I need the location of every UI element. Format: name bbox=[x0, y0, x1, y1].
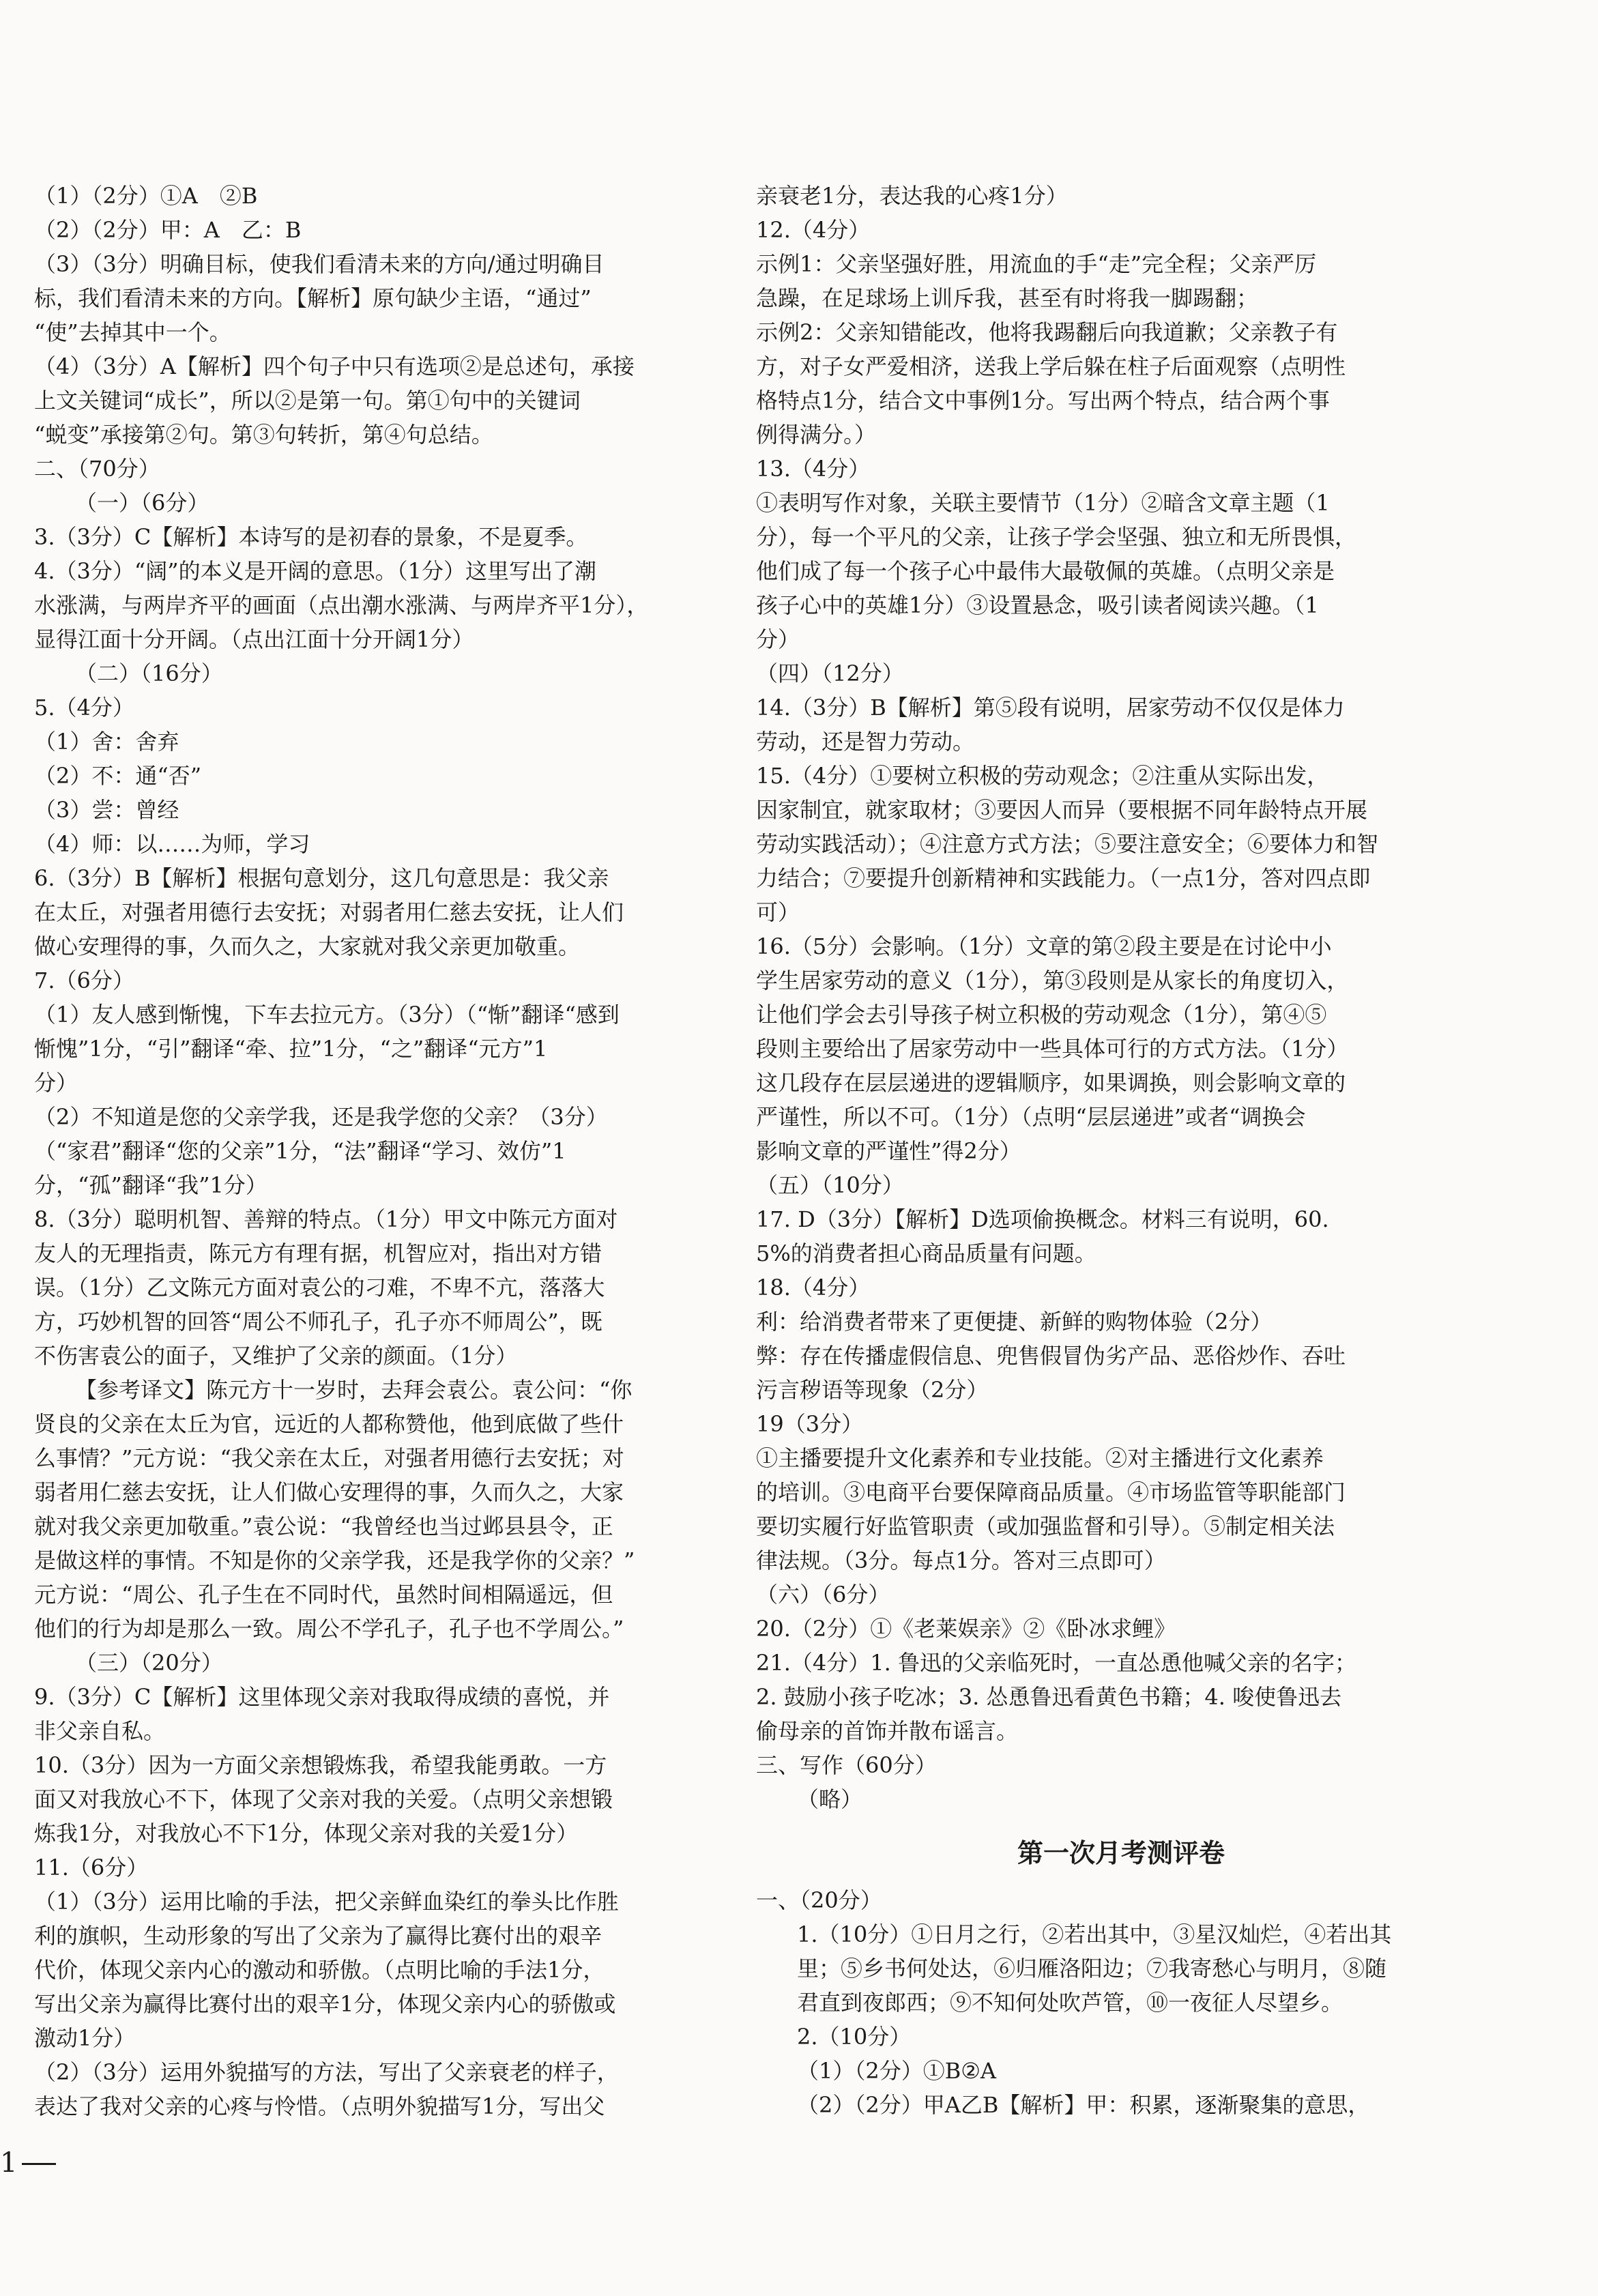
text-line: 这几段存在层层递进的逻辑顺序，如果调换，则会影响文章的 bbox=[756, 1070, 1346, 1096]
text-line: 【参考译文】陈元方十一岁时，去拜会袁公。袁公问：“你 bbox=[75, 1377, 633, 1403]
text-line: 面又对我放心不下，体现了父亲对我的关爱。（点明父亲想锻 bbox=[34, 1786, 613, 1812]
text-line: 污言秽语等现象（2分） bbox=[756, 1377, 989, 1403]
text-line: 2.（10分） bbox=[797, 2024, 912, 2050]
text-line: （2）不知道是您的父亲学我，还是我学您的父亲？（3分） bbox=[34, 1104, 608, 1130]
text-line: 贤良的父亲在太丘为官，远近的人都称赞他，他到底做了些什 bbox=[34, 1411, 624, 1437]
text-line: 孩子心中的英雄1分）③设置悬念，吸引读者阅读兴趣。（1 bbox=[756, 592, 1319, 618]
text-line: 可） bbox=[756, 899, 800, 925]
text-line: 友人的无理指责，陈元方有理有据，机智应对，指出对方错 bbox=[34, 1240, 602, 1266]
text-line: （略） bbox=[797, 1786, 863, 1812]
text-line: 一、（20分） bbox=[756, 1887, 882, 1913]
text-line: 8.（3分）聪明机智、善辩的特点。（1分）甲文中陈元方面对 bbox=[34, 1206, 618, 1232]
text-line: 段则主要给出了居家劳动中一些具体可行的方式方法。（1分） bbox=[756, 1036, 1349, 1062]
text-line: （3）尝：曾经 bbox=[34, 797, 179, 823]
text-line: 偷母亲的首饰并散布谣言。 bbox=[756, 1718, 1019, 1744]
text-line: 写出父亲为赢得比赛付出的艰辛1分，体现父亲内心的骄傲或 bbox=[34, 1991, 616, 2017]
text-line: 9.（3分）C【解析】这里体现父亲对我取得成绩的喜悦，并 bbox=[34, 1684, 610, 1710]
text-line: 他们成了每一个孩子心中最伟大最敬佩的英雄。（点明父亲是 bbox=[756, 558, 1335, 584]
text-line: 5%的消费者担心商品质量有问题。 bbox=[756, 1240, 1096, 1266]
text-line: 分），每一个平凡的父亲，让孩子学会坚强、独立和无所畏惧， bbox=[756, 524, 1357, 550]
text-line: 律法规。（3分。每点1分。答对三点即可） bbox=[756, 1547, 1166, 1573]
text-line: （2）（2分）甲：A 乙：B bbox=[34, 217, 302, 243]
text-line: （3）（3分）明确目标，使我们看清未来的方向/通过明确目 bbox=[34, 251, 605, 277]
text-line: 惭愧”1分，“引”翻译“牵、拉”1分，“之”翻译“元方”1 bbox=[34, 1036, 548, 1062]
text-line: 16.（5分）会影响。（1分）文章的第②段主要是在讨论中小 bbox=[756, 933, 1332, 959]
text-line: 劳动实践活动）；④注意方式方法；⑤要注意安全；⑥要体力和智 bbox=[756, 831, 1379, 857]
text-line: （1）舍：舍弃 bbox=[34, 729, 179, 755]
text-line: 利：给消费者带来了更便捷、新鲜的购物体验（2分） bbox=[756, 1309, 1273, 1335]
text-line: 不伤害袁公的面子，又维护了父亲的颜面。（1分） bbox=[34, 1343, 518, 1369]
text-line: 弊：存在传播虚假信息、兜售假冒伪劣产品、恶俗炒作、吞吐 bbox=[756, 1343, 1346, 1369]
text-line: 他们的行为却是那么一致。周公不学孔子，孔子也不学周公。” bbox=[34, 1616, 624, 1642]
text-line: 影响文章的严谨性”得2分） bbox=[756, 1138, 1021, 1164]
text-line: 分） bbox=[756, 626, 800, 652]
text-line: 示例2：父亲知错能改，他将我踢翻后向我道歉；父亲教子有 bbox=[756, 319, 1338, 345]
text-line: 2. 鼓励小孩子吃冰；3. 怂恿鲁迅看黄色书籍；4. 唆使鲁迅去 bbox=[756, 1684, 1342, 1710]
text-line: 分，“孤”翻译“我”1分） bbox=[34, 1172, 267, 1198]
text-line: （六）（6分） bbox=[756, 1582, 890, 1608]
text-line: 4.（3分）“阔”的本义是开阔的意思。（1分）这里写出了潮 bbox=[34, 558, 596, 584]
text-line: 学生居家劳动的意义（1分），第③段则是从家长的角度切入， bbox=[756, 968, 1349, 993]
text-line: 三、写作（60分） bbox=[756, 1752, 937, 1778]
page-number: 1 bbox=[0, 2147, 18, 2179]
text-line: 激动1分） bbox=[34, 2025, 136, 2051]
text-line: 水涨满，与两岸齐平的画面（点出潮水涨满、与两岸齐平1分）， bbox=[34, 592, 649, 618]
text-line: 19（3分） bbox=[756, 1411, 864, 1437]
text-line: 要切实履行好监管职责（或加强监督和引导）。⑤制定相关法 bbox=[756, 1513, 1335, 1539]
text-line: 利的旗帜，生动形象的写出了父亲为了赢得比赛付出的艰辛 bbox=[34, 1923, 602, 1949]
text-line: （1）友人感到惭愧，下车去拉元方。（3分）（“惭”翻译“感到 bbox=[34, 1002, 620, 1028]
left-column bbox=[34, 179, 768, 2123]
text-line: 非父亲自私。 bbox=[34, 1718, 166, 1744]
text-line: 么事情？”元方说：“我父亲在太丘，对强者用德行去安抚；对 bbox=[34, 1445, 624, 1471]
section-title: 第一次月考测评卷 bbox=[1017, 1837, 1225, 1868]
text-line: 方，巧妙机智的回答“周公不师孔子，孔子亦不师周公”，既 bbox=[34, 1309, 602, 1335]
text-line: （1）（3分）运用比喻的手法，把父亲鲜血染红的拳头比作胜 bbox=[34, 1889, 619, 1915]
text-line: 5.（4分） bbox=[34, 695, 134, 721]
text-line: 18.（4分） bbox=[756, 1275, 871, 1300]
text-line: 14.（3分）B【解析】第⑤段有说明，居家劳动不仅仅是体力 bbox=[756, 695, 1345, 721]
text-line: 因家制宜，就家取材；③要因人而异（要根据不同年龄特点开展 bbox=[756, 797, 1368, 823]
text-line: 显得江面十分开阔。（点出江面十分开阔1分） bbox=[34, 626, 474, 652]
text-line: （2）（3分）运用外貌描写的方法，写出了父亲衰老的样子， bbox=[34, 2059, 619, 2085]
text-line: （1）（2分）①A ②B bbox=[34, 183, 258, 209]
text-line: 15.（4分）①要树立积极的劳动观念；②注重从实际出发， bbox=[756, 763, 1329, 789]
text-line: 标，我们看清未来的方向。【解析】原句缺少主语，“通过” bbox=[34, 285, 592, 311]
text-line: 严谨性，所以不可。（1分）（点明“层层递进”或者“调换会 bbox=[756, 1104, 1306, 1130]
text-line: 在太丘，对强者用德行去安抚；对弱者用仁慈去安抚，让人们 bbox=[34, 899, 624, 925]
text-line: 的培训。③电商平台要保障商品质量。④市场监管等职能部门 bbox=[756, 1479, 1346, 1505]
right-column bbox=[756, 179, 1486, 2122]
text-line: （四）（12分） bbox=[756, 660, 904, 686]
text-line: 10.（3分）因为一方面父亲想锻炼我，希望我能勇敢。一方 bbox=[34, 1752, 607, 1778]
text-line: 13.（4分） bbox=[756, 456, 871, 482]
text-line: 弱者用仁慈去安抚，让人们做心安理得的事，久而久之，大家 bbox=[34, 1479, 624, 1505]
text-line: 元方说：“周公、孔子生在不同时代，虽然时间相隔遥远，但 bbox=[34, 1582, 613, 1608]
text-line: （1）（2分）①B②A bbox=[797, 2058, 997, 2084]
text-line: 例得满分。） bbox=[756, 422, 877, 448]
text-line: 上文关键词“成长”，所以②是第一句。第①句中的关键词 bbox=[34, 388, 581, 413]
text-line: 20.（2分）①《老莱娱亲》②《卧冰求鲤》 bbox=[756, 1616, 1176, 1642]
text-line: 让他们学会去引导孩子树立积极的劳动观念（1分），第④⑤ bbox=[756, 1002, 1327, 1028]
text-line: 二、（70分） bbox=[34, 456, 160, 482]
text-line: 君直到夜郎西；⑨不知何处吹芦管，⑩一夜征人尽望乡。 bbox=[797, 1990, 1343, 2016]
text-line: （2）不：通“否” bbox=[34, 763, 202, 789]
text-line: 示例1：父亲坚强好胜，用流血的手“走”完全程；父亲严厉 bbox=[756, 251, 1317, 277]
text-line: 分） bbox=[34, 1070, 78, 1096]
text-line: 1.（10分）①日月之行，②若出其中，③星汉灿烂，④若出其 bbox=[797, 1921, 1392, 1947]
text-line: 11.（6分） bbox=[34, 1855, 149, 1880]
text-line: 表达了我对父亲的心疼与怜惜。（点明外貌描写1分，写出父 bbox=[34, 2093, 605, 2119]
text-line: （2）（2分）甲A乙B【解析】甲：积累，逐渐聚集的意思， bbox=[797, 2092, 1370, 2118]
text-line: （三）（20分） bbox=[75, 1650, 223, 1676]
text-line: 7.（6分） bbox=[34, 968, 134, 993]
text-line: （五）（10分） bbox=[756, 1172, 904, 1198]
text-line: （“家君”翻译“您的父亲”1分，“法”翻译“学习、效仿”1 bbox=[34, 1138, 566, 1164]
text-line: 格特点1分，结合文中事例1分。写出两个特点，结合两个事 bbox=[756, 388, 1330, 413]
text-line: 里；⑤乡书何处达，⑥归雁洛阳边；⑦我寄愁心与明月，⑧随 bbox=[797, 1956, 1387, 1981]
text-line: （一）（6分） bbox=[75, 490, 209, 516]
text-line: “使”去掉其中一个。 bbox=[34, 319, 231, 345]
text-line: （4）师：以……为师，学习 bbox=[34, 831, 310, 857]
text-line: 6.（3分）B【解析】根据句意划分，这几句意思是：我父亲 bbox=[34, 865, 609, 891]
text-line: ①表明写作对象，关联主要情节（1分）②暗含文章主题（1 bbox=[756, 490, 1330, 516]
text-line: （二）（16分） bbox=[75, 660, 223, 686]
text-line: 是做这样的事情。不知是你的父亲学我，还是我学你的父亲？” bbox=[34, 1547, 635, 1573]
page-number-rule bbox=[22, 2163, 56, 2165]
text-line: 误。（1分）乙文陈元方面对袁公的刁难，不卑不亢，落落大 bbox=[34, 1275, 605, 1300]
text-line: 亲衰老1分，表达我的心疼1分） bbox=[756, 183, 1068, 209]
text-line: 代价，体现父亲内心的激动和骄傲。（点明比喻的手法1分， bbox=[34, 1957, 605, 1983]
text-line: 炼我1分，对我放心不下1分，体现父亲对我的关爱1分） bbox=[34, 1820, 579, 1846]
text-line: 做心安理得的事，久而久之，大家就对我父亲更加敬重。 bbox=[34, 933, 581, 959]
text-line: 劳动，还是智力劳动。 bbox=[756, 729, 975, 755]
text-line: 17. D（3分）【解析】D选项偷换概念。材料三有说明，60. bbox=[756, 1206, 1329, 1232]
text-line: ①主播要提升文化素养和专业技能。②对主播进行文化素养 bbox=[756, 1445, 1324, 1471]
text-line: 就对我父亲更加敬重。”袁公说：“我曾经也当过邺县县令，正 bbox=[34, 1513, 613, 1539]
text-line: 急躁，在足球场上训斥我，甚至有时将我一脚踢翻； bbox=[756, 285, 1259, 311]
text-line: 方，对子女严爱相济，送我上学后躲在柱子后面观察（点明性 bbox=[756, 353, 1346, 379]
text-line: 3.（3分）C【解析】本诗写的是初春的景象，不是夏季。 bbox=[34, 524, 588, 550]
text-line: 力结合；⑦要提升创新精神和实践能力。（一点1分，答对四点即 bbox=[756, 865, 1371, 891]
text-line: （4）（3分）A【解析】四个句子中只有选项②是总述句，承接 bbox=[34, 353, 635, 379]
text-line: “蜕变”承接第②句。第③句转折，第④句总结。 bbox=[34, 422, 493, 448]
text-line: 12.（4分） bbox=[756, 217, 871, 243]
text-line: 21.（4分）1. 鲁迅的父亲临死时，一直怂恿他喊父亲的名字； bbox=[756, 1650, 1356, 1676]
